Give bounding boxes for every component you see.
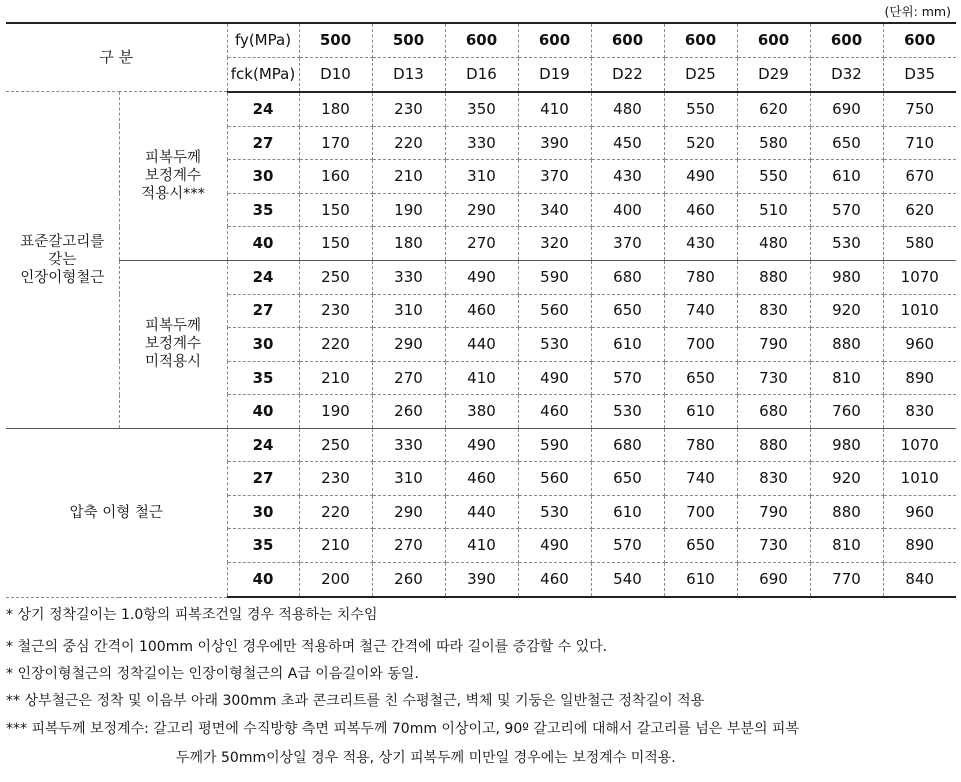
length-cell: 290 xyxy=(372,495,445,529)
bar-size: D32 xyxy=(810,57,883,91)
fck-label: fck(MPa) xyxy=(227,57,299,91)
length-cell: 610 xyxy=(810,160,883,194)
footnote: * 상기 정착길이는 1.0항의 피복조건일 경우 적용하는 치수임 xyxy=(6,607,378,623)
fck-value: 24 xyxy=(227,92,299,126)
length-cell: 460 xyxy=(518,563,591,597)
length-cell: 1010 xyxy=(883,294,956,328)
length-cell: 190 xyxy=(299,395,372,429)
length-cell: 740 xyxy=(664,294,737,328)
length-cell: 350 xyxy=(445,92,518,126)
length-cell: 680 xyxy=(591,260,664,294)
length-cell: 650 xyxy=(664,529,737,563)
length-cell: 390 xyxy=(445,563,518,597)
length-cell: 680 xyxy=(591,428,664,462)
length-cell: 440 xyxy=(445,328,518,362)
length-cell: 830 xyxy=(737,462,810,496)
length-cell: 180 xyxy=(299,92,372,126)
fck-value: 40 xyxy=(227,227,299,261)
bar-size: D16 xyxy=(445,57,518,91)
length-cell: 370 xyxy=(591,227,664,261)
length-cell: 830 xyxy=(883,395,956,429)
footnote: * 인장이형철근의 정착길이는 인장이형철근의 A급 이음길이와 동일. xyxy=(6,666,419,682)
footnote: ** 상부철근은 정착 및 이음부 아래 300mm 초과 콘크리트를 친 수평철근, 벽체 및 기둥은 일반철근 정착길이 적용 xyxy=(6,693,705,709)
length-cell: 880 xyxy=(737,428,810,462)
length-cell: 790 xyxy=(737,328,810,362)
length-cell: 730 xyxy=(737,529,810,563)
anchorage-length-table xyxy=(6,22,956,598)
length-cell: 210 xyxy=(299,361,372,395)
bar-size: D25 xyxy=(664,57,737,91)
length-cell: 230 xyxy=(372,92,445,126)
fck-value: 35 xyxy=(227,361,299,395)
length-cell: 960 xyxy=(883,328,956,362)
bar-size: D22 xyxy=(591,57,664,91)
length-cell: 380 xyxy=(445,395,518,429)
length-cell: 740 xyxy=(664,462,737,496)
length-cell: 220 xyxy=(299,328,372,362)
unit-label: (단위: mm) xyxy=(884,4,951,19)
length-cell: 590 xyxy=(518,260,591,294)
category-header: 구 분 xyxy=(6,23,227,92)
length-cell: 920 xyxy=(810,462,883,496)
length-cell: 780 xyxy=(664,260,737,294)
length-cell: 810 xyxy=(810,529,883,563)
length-cell: 1070 xyxy=(883,428,956,462)
table-row xyxy=(6,92,956,126)
length-cell: 580 xyxy=(883,227,956,261)
length-cell: 260 xyxy=(372,563,445,597)
length-cell: 460 xyxy=(445,294,518,328)
length-cell: 880 xyxy=(810,328,883,362)
group-label: 압축 이형 철근 xyxy=(6,428,227,597)
subgroup-label: 피복두께 보정계수 미적용시 xyxy=(119,260,227,428)
header-row-fy xyxy=(6,23,956,57)
length-cell: 570 xyxy=(591,361,664,395)
length-cell: 540 xyxy=(591,563,664,597)
length-cell: 460 xyxy=(445,462,518,496)
length-cell: 460 xyxy=(664,193,737,227)
fy-value: 600 xyxy=(883,23,956,57)
length-cell: 830 xyxy=(737,294,810,328)
length-cell: 610 xyxy=(664,563,737,597)
length-cell: 750 xyxy=(883,92,956,126)
length-cell: 390 xyxy=(518,126,591,160)
length-cell: 290 xyxy=(445,193,518,227)
length-cell: 980 xyxy=(810,260,883,294)
length-cell: 880 xyxy=(737,260,810,294)
length-cell: 620 xyxy=(883,193,956,227)
length-cell: 890 xyxy=(883,529,956,563)
length-cell: 610 xyxy=(591,328,664,362)
length-cell: 490 xyxy=(518,529,591,563)
length-cell: 730 xyxy=(737,361,810,395)
length-cell: 620 xyxy=(737,92,810,126)
length-cell: 260 xyxy=(372,395,445,429)
bar-size: D13 xyxy=(372,57,445,91)
fck-value: 35 xyxy=(227,529,299,563)
fy-value: 600 xyxy=(591,23,664,57)
length-cell: 210 xyxy=(299,529,372,563)
length-cell: 560 xyxy=(518,462,591,496)
table-row xyxy=(6,260,956,294)
fck-value: 40 xyxy=(227,563,299,597)
length-cell: 480 xyxy=(591,92,664,126)
length-cell: 530 xyxy=(518,495,591,529)
fck-value: 24 xyxy=(227,260,299,294)
length-cell: 220 xyxy=(299,495,372,529)
fck-value: 30 xyxy=(227,495,299,529)
length-cell: 460 xyxy=(518,395,591,429)
fy-value: 600 xyxy=(810,23,883,57)
length-cell: 330 xyxy=(372,428,445,462)
length-cell: 550 xyxy=(737,160,810,194)
length-cell: 550 xyxy=(664,92,737,126)
fy-value: 600 xyxy=(518,23,591,57)
length-cell: 190 xyxy=(372,193,445,227)
length-cell: 960 xyxy=(883,495,956,529)
length-cell: 670 xyxy=(883,160,956,194)
fy-value: 600 xyxy=(737,23,810,57)
length-cell: 560 xyxy=(518,294,591,328)
fck-value: 27 xyxy=(227,294,299,328)
length-cell: 230 xyxy=(299,294,372,328)
length-cell: 680 xyxy=(737,395,810,429)
length-cell: 770 xyxy=(810,563,883,597)
length-cell: 490 xyxy=(664,160,737,194)
length-cell: 790 xyxy=(737,495,810,529)
length-cell: 200 xyxy=(299,563,372,597)
length-cell: 480 xyxy=(737,227,810,261)
length-cell: 450 xyxy=(591,126,664,160)
table-row xyxy=(6,428,956,462)
fck-value: 40 xyxy=(227,395,299,429)
length-cell: 650 xyxy=(591,462,664,496)
length-cell: 400 xyxy=(591,193,664,227)
fck-value: 30 xyxy=(227,160,299,194)
length-cell: 520 xyxy=(664,126,737,160)
bar-size: D19 xyxy=(518,57,591,91)
length-cell: 490 xyxy=(518,361,591,395)
length-cell: 530 xyxy=(591,395,664,429)
length-cell: 290 xyxy=(372,328,445,362)
length-cell: 440 xyxy=(445,495,518,529)
length-cell: 340 xyxy=(518,193,591,227)
fy-label: fy(MPa) xyxy=(227,23,299,57)
fck-value: 30 xyxy=(227,328,299,362)
group-label: 표준갈고리를 갖는 인장이형철근 xyxy=(6,92,119,428)
fck-value: 27 xyxy=(227,126,299,160)
length-cell: 310 xyxy=(445,160,518,194)
length-cell: 690 xyxy=(810,92,883,126)
length-cell: 690 xyxy=(737,563,810,597)
length-cell: 980 xyxy=(810,428,883,462)
length-cell: 330 xyxy=(445,126,518,160)
length-cell: 890 xyxy=(883,361,956,395)
fy-value: 500 xyxy=(299,23,372,57)
length-cell: 370 xyxy=(518,160,591,194)
length-cell: 410 xyxy=(518,92,591,126)
length-cell: 760 xyxy=(810,395,883,429)
length-cell: 250 xyxy=(299,428,372,462)
length-cell: 410 xyxy=(445,529,518,563)
length-cell: 610 xyxy=(664,395,737,429)
length-cell: 610 xyxy=(591,495,664,529)
fck-value: 27 xyxy=(227,462,299,496)
length-cell: 150 xyxy=(299,193,372,227)
length-cell: 650 xyxy=(810,126,883,160)
length-cell: 180 xyxy=(372,227,445,261)
bar-size: D10 xyxy=(299,57,372,91)
length-cell: 780 xyxy=(664,428,737,462)
length-cell: 700 xyxy=(664,495,737,529)
fy-value: 600 xyxy=(445,23,518,57)
length-cell: 310 xyxy=(372,294,445,328)
length-cell: 710 xyxy=(883,126,956,160)
length-cell: 430 xyxy=(664,227,737,261)
fy-value: 600 xyxy=(664,23,737,57)
length-cell: 490 xyxy=(445,428,518,462)
length-cell: 880 xyxy=(810,495,883,529)
length-cell: 310 xyxy=(372,462,445,496)
length-cell: 580 xyxy=(737,126,810,160)
length-cell: 650 xyxy=(591,294,664,328)
length-cell: 150 xyxy=(299,227,372,261)
length-cell: 1070 xyxy=(883,260,956,294)
length-cell: 250 xyxy=(299,260,372,294)
length-cell: 530 xyxy=(518,328,591,362)
length-cell: 700 xyxy=(664,328,737,362)
length-cell: 170 xyxy=(299,126,372,160)
footnote: *** 피복두께 보정계수: 갈고리 평면에 수직방향 측면 피복두께 70mm 이상이고, 90º 갈고리에 대해서 갈고리를 넘은 부분의 피복 xyxy=(6,721,799,737)
length-cell: 210 xyxy=(372,160,445,194)
length-cell: 160 xyxy=(299,160,372,194)
length-cell: 570 xyxy=(591,529,664,563)
length-cell: 920 xyxy=(810,294,883,328)
length-cell: 650 xyxy=(664,361,737,395)
footnote: * 철근의 중심 간격이 100mm 이상인 경우에만 적용하며 철근 간격에 따라 길이를 증감할 수 있다. xyxy=(6,639,608,655)
fck-value: 35 xyxy=(227,193,299,227)
length-cell: 330 xyxy=(372,260,445,294)
length-cell: 570 xyxy=(810,193,883,227)
length-cell: 230 xyxy=(299,462,372,496)
length-cell: 1010 xyxy=(883,462,956,496)
length-cell: 530 xyxy=(810,227,883,261)
length-cell: 590 xyxy=(518,428,591,462)
fck-value: 24 xyxy=(227,428,299,462)
length-cell: 320 xyxy=(518,227,591,261)
length-cell: 270 xyxy=(372,529,445,563)
fy-value: 500 xyxy=(372,23,445,57)
bar-size: D35 xyxy=(883,57,956,91)
bar-size: D29 xyxy=(737,57,810,91)
length-cell: 840 xyxy=(883,563,956,597)
footnote: 두께가 50mm이상일 경우 적용, 상기 피복두께 미만일 경우에는 보정계수 미적용. xyxy=(176,750,676,766)
length-cell: 220 xyxy=(372,126,445,160)
length-cell: 810 xyxy=(810,361,883,395)
subgroup-label: 피복두께 보정계수 적용시*** xyxy=(119,92,227,261)
length-cell: 270 xyxy=(372,361,445,395)
length-cell: 410 xyxy=(445,361,518,395)
length-cell: 270 xyxy=(445,227,518,261)
length-cell: 510 xyxy=(737,193,810,227)
length-cell: 490 xyxy=(445,260,518,294)
length-cell: 430 xyxy=(591,160,664,194)
